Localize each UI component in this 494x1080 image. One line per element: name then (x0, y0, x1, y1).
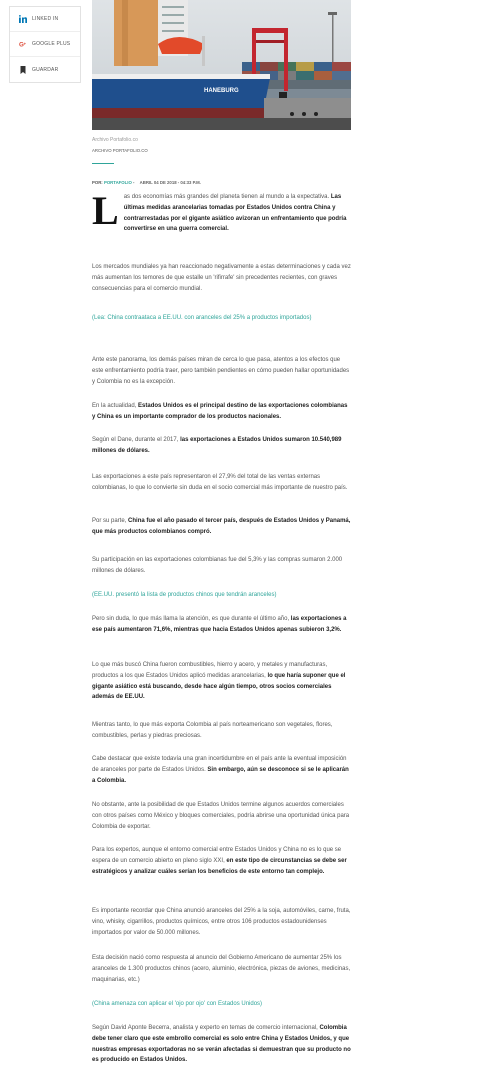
paragraph-4-bold: Estados Unidos es el principal destino de las exportaciones colombianas y China es un importante comprador de los productos nacionales. (92, 403, 348, 420)
google-plus-icon (19, 40, 27, 48)
paragraph-7-text: Por su parte, (92, 518, 129, 524)
share-googleplus-button[interactable] (10, 32, 80, 57)
paragraph-9 (92, 614, 351, 636)
paragraph-12-text: Cabe destacar que existe todavía una gran incertidumbre en el país ante la eventual imposición de aranceles por parte de Estados Unidos. (92, 756, 347, 773)
paragraph-5 (92, 435, 351, 457)
paragraph-1-text: as dos economías más grandes del planeta tienen al mundo a la expectativa. (123, 194, 331, 200)
share-googleplus-label: GOOGLE PLUS (32, 41, 71, 47)
paragraph-17-bold: Colombia debe tener claro que este embrollo comercial es solo entre China y Estados Unidos, y que nuestras empresas exportadoras no se verán afectadas si demuestran que su producto no es producido en Estados Unidos. (92, 1025, 351, 1064)
paragraph-12 (92, 754, 351, 786)
image-credit: ARCHIVO PORTAFOLIO.CO (92, 148, 148, 153)
bookmark-icon (19, 66, 27, 74)
paragraph-13: No obstante, ante la posibilidad de que Estados Unidos termine algunos acuerdos comerciales con otros países como México y bloques comerciales, podría abrirse una oportunidad única para Colombia de exportar. (92, 802, 350, 830)
paragraph-4-text: En la actualidad, (92, 403, 139, 409)
divider (92, 163, 114, 164)
paragraph-17 (92, 1023, 351, 1066)
paragraph-7 (92, 516, 351, 538)
share-linkedin-button[interactable] (10, 7, 80, 32)
paragraph-8: Su participación en las exportaciones colombianas fue del 5,3% y las compras sumaron 2.000 millones de dólares. (92, 557, 343, 574)
share-sidebar (9, 6, 81, 83)
byline (92, 180, 201, 185)
paragraph-14-text: Para los expertos, aunque el entorno comercial entre Estados Unidos y China no es lo que se espera de un comercio abierto en pleno siglo XXI, (92, 847, 342, 864)
paragraph-9-bold: las exportaciones a ese país aumentaron 71,6%, mientras que hacia Estados Unidos apenas subieron 3,2%. (92, 616, 347, 633)
author-link[interactable]: PORTAFOLIO (103, 180, 132, 185)
paragraph-11: Mientras tanto, lo que más exporta Colombia al país norteamericano son vegetales, flores, combustibles, perlas y piedras preciosas. (92, 722, 333, 739)
svg-text:G: G (19, 41, 25, 48)
paragraph-15: Es importante recordar que China anunció aranceles del 25% a la soja, automóviles, carne, fruta, vino, whisky, cigarrillos, productos químicos, entre otros 106 productos estadounidenses importados por valor de 50.000 millones. (92, 908, 351, 936)
byline-prefix: POR: (92, 180, 103, 185)
paragraph-10-text: Lo que más buscó China fueron combustibles, hierro y acero, y metales y manufacturas, productos a los que Estados Unidos aplicó medidas arancelarias, (92, 662, 328, 679)
paragraph-6: Las exportaciones a este país representaron el 27,9% del total de las ventas externas colombianas, lo que lo convierte sin duda en el socio comercial más importante de nuestro país. (92, 474, 348, 491)
share-linkedin-label: LINKED IN (32, 16, 59, 22)
paragraph-5-bold: las exportaciones a Estados Unidos sumaron 10.540,989 millones de dólares. (92, 437, 342, 454)
paragraph-5-text: Según el Dane, durante el 2017, (92, 437, 181, 443)
save-button[interactable] (10, 57, 80, 82)
save-label: GUARDAR (32, 66, 59, 73)
paragraph-14-bold: en este tipo de circunstancias se debe ser estratégicos y analizar cuáles serían los beneficios de este entorno tan complejo. (92, 857, 347, 875)
related-link-3[interactable]: (China amenaza con aplicar el 'ojo por ojo' con Estados Unidos) (92, 1001, 263, 1007)
paragraph-16: Esta decisión nació como respuesta al anuncio del Gobierno Americano de aumentar 25% los aranceles de 1.300 productos chinos (acero, aluminio, electrónica, piezas de aviones, medicinas, maquinarias, etc.) (92, 955, 351, 983)
paragraph-1-bold: Las últimas medidas arancelarias tomadas por Estados Unidos contra China y contrarrestadas por el gigante asiático avizoran un enfrentamiento que podría convertirse en una guerra comercial. (123, 194, 347, 233)
byline-separator: - (133, 180, 135, 185)
linkedin-icon (19, 15, 27, 23)
paragraph-17-text: Según David Aponte Becerra, analista y experto en temas de comercio internacional, (92, 1025, 320, 1031)
related-link-1[interactable]: (Lea: China contraataca a EE.UU. con aranceles del 25% a productos importados) (92, 315, 312, 321)
svg-text:+: + (23, 40, 27, 46)
related-link-2[interactable]: (EE.UU. presentó la lista de productos chinos que tendrán aranceles) (92, 592, 277, 598)
paragraph-3: Ante este panorama, los demás países miran de cerca lo que pasa, atentos a los efectos que este enfrentamiento podría traer, pero también pendientes en cómo pueden hallar oportunidades y Colombia no es la excepción. (92, 357, 350, 385)
image-caption: Archivo Portafolio.co (92, 137, 138, 143)
article-hero-image (92, 0, 351, 130)
paragraph-10-bold: lo que haría suponer que el gigante asiático está buscando, desde hace algún tiempo, otros socios comerciales además de EE.UU. (92, 672, 346, 701)
paragraph-9-text: Pero sin duda, lo que más llama la atención, es que durante el último año, (92, 616, 291, 622)
dropcap: L (92, 188, 119, 233)
paragraph-2: Los mercados mundiales ya han reaccionado negativamente a estas determinaciones y cada vez más aumentan los temores de que estalle un 'rifirrafe' sin precedentes recientes, con graves consecuencias para el comercio mundial. (92, 264, 351, 292)
ship-name: HANEBURG (204, 88, 239, 94)
paragraph-7-bold: China fue el año pasado el tercer país, después de Estados Unidos y Panamá, que más productos colombianos compró. (92, 518, 351, 535)
paragraph-4 (92, 401, 351, 423)
paragraph-12-bold: Sin embargo, aún se desconoce si se le aplicarán a Colombia. (92, 766, 349, 784)
paragraph-1 (92, 188, 351, 235)
paragraph-14 (92, 845, 351, 877)
paragraph-10 (92, 660, 351, 703)
publish-date: ABRIL 04 DE 2018 - 04:33 P.M. (139, 180, 201, 185)
